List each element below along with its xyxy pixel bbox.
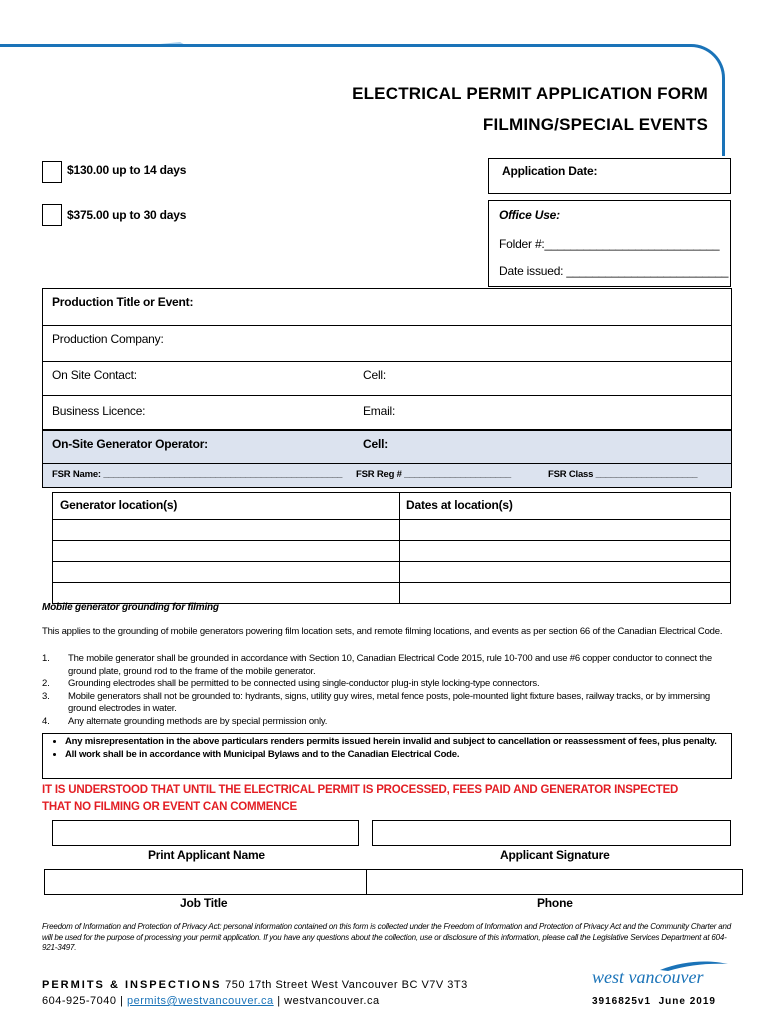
west-vancouver-logo <box>590 960 730 988</box>
print-name-field[interactable] <box>52 820 359 846</box>
item-text: Mobile generators shall not be grounded to: hydrants, signs, utility guy wires, metal fence posts, pole-mounted light fixture bases, railway tracks, or by immersing ground electrodes in water. <box>68 690 711 714</box>
email-link[interactable]: permits@westvancouver.ca <box>127 995 274 1007</box>
item-number: 1. <box>42 653 50 664</box>
fsr-class-line: FSR Class ____________________ <box>548 469 698 480</box>
misrepresentation-notice: • Any misrepresentation in the above particulars renders permits issued herein invalid and subject to cancellation or reassessment of fees, plus penalty. <box>65 736 725 749</box>
grounding-item <box>42 678 732 691</box>
form-title: ELECTRICAL PERMIT APPLICATION FORM <box>352 84 708 103</box>
generator-operator-label: On-Site Generator Operator: <box>52 437 208 451</box>
logo-text: west vancouver <box>592 967 704 987</box>
item-text: Any alternate grounding methods are by special permission only. <box>68 715 328 727</box>
applicant-signature-field[interactable] <box>372 820 731 846</box>
generator-location-table <box>52 492 731 604</box>
date-issued-line: Date issued: _________________________ <box>499 264 729 278</box>
production-title-label: Production Title or Event: <box>52 295 194 309</box>
phone-label: Phone <box>537 896 573 910</box>
warning-text: IT IS UNDERSTOOD THAT UNTIL THE ELECTRICAL PERMIT IS PROCESSED, FEES PAID AND GENERATOR INSPECTED THAT NO FILMING OR EVENT CAN COMMENCE <box>42 784 679 813</box>
applicant-signature-label: Applicant Signature <box>500 848 610 862</box>
production-details-table <box>42 288 732 430</box>
form-subtitle: FILMING/SPECIAL EVENTS <box>482 115 708 134</box>
separator: | <box>277 995 281 1007</box>
folder-number-line: Folder #:___________________________ <box>499 237 720 251</box>
fsr-reg-line: FSR Reg # _____________________ <box>356 469 511 480</box>
street-address: 750 17th Street West Vancouver BC V7V 3T3 <box>225 979 468 991</box>
production-company-label: Production Company: <box>52 332 164 346</box>
operator-cell-label: Cell: <box>363 437 389 451</box>
item-number: 3. <box>42 690 50 702</box>
job-title-field[interactable] <box>44 869 367 895</box>
application-date-field[interactable] <box>488 158 731 194</box>
footer-links <box>42 995 380 1007</box>
office-use-panel <box>488 200 731 287</box>
phone-number: 604-925-7040 <box>42 995 117 1007</box>
cell-label: Cell: <box>363 368 387 382</box>
application-date-label: Application Date: <box>502 164 598 178</box>
item-text: The mobile generator shall be grounded in accordance with Section 10, Canadian Electrical Code 2015, rule 10-700 and use #6 copper conductor to connect the ground plate, ground rod to the frame of the mobile generator. <box>68 653 712 677</box>
item-number: 4. <box>42 715 50 727</box>
item-number: 2. <box>42 678 50 689</box>
fee-30-days-label: $375.00 up to 30 days <box>67 208 187 222</box>
privacy-statement: Freedom of Information and Protection of Privacy Act: personal information contained on this form is collected under the Freedom of Information and Protection of Privacy Act and the Community Charter and will be used for the purpose of processing your permit application. If you have any questions about the collection, use or disclosure of this information, please call the Legislative Services Department at 604-921-3497. <box>42 922 731 952</box>
generator-operator-panel <box>42 430 732 488</box>
fee-14-days-label: $130.00 up to 14 days <box>67 163 187 177</box>
footer-contact <box>42 979 468 991</box>
dates-at-location-header: Dates at location(s) <box>406 498 513 512</box>
notices-box <box>42 733 732 779</box>
job-title-label: Job Title <box>180 896 228 910</box>
grounding-item <box>42 716 732 729</box>
fsr-name-line: FSR Name: _______________________________________________ <box>52 469 343 480</box>
grounding-list <box>42 653 732 728</box>
website-link[interactable]: westvancouver.ca <box>284 995 380 1007</box>
grounding-item <box>42 653 732 678</box>
department-name: PERMITS & INSPECTIONS <box>42 979 222 991</box>
business-licence-label: Business Licence: <box>52 404 146 418</box>
item-text: Grounding electrodes shall be permitted to be connected using single-conductor plug-in style locking-type connectors. <box>68 678 540 689</box>
grounding-item <box>42 691 732 716</box>
grounding-heading: Mobile generator grounding for filming <box>42 602 219 613</box>
fee-14-days-checkbox[interactable] <box>42 161 62 183</box>
separator: | <box>120 995 124 1007</box>
grounding-intro: This applies to the grounding of mobile generators powering film location sets, and remote filming locations, and events as per section 66 of the Canadian Electrical Code. <box>42 626 723 637</box>
office-use-label: Office Use: <box>499 208 560 222</box>
print-name-label: Print Applicant Name <box>148 848 265 862</box>
onsite-contact-label: On Site Contact: <box>52 368 137 382</box>
bylaws-notice: • All work shall be in accordance with Municipal Bylaws and to the Canadian Electrical Code. <box>65 749 725 762</box>
document-id: 3916825v1 June 2019 <box>592 996 716 1007</box>
generator-location-header: Generator location(s) <box>60 498 178 512</box>
fee-30-days-checkbox[interactable] <box>42 204 62 226</box>
phone-field[interactable] <box>366 869 743 895</box>
email-label: Email: <box>363 404 396 418</box>
